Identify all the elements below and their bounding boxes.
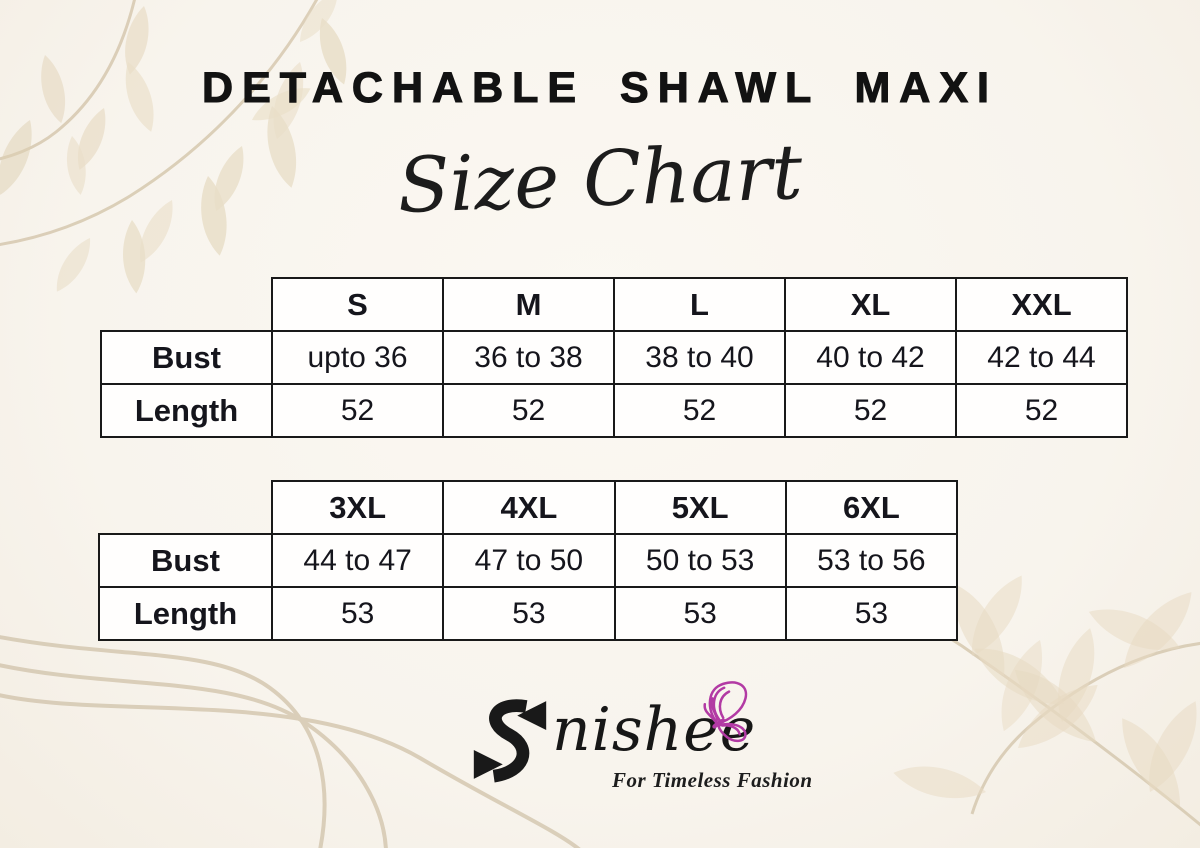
size-column-header: 6XL bbox=[786, 481, 957, 534]
corner-spacer bbox=[101, 278, 272, 331]
header-row bbox=[101, 278, 1127, 331]
size-column-header: 5XL bbox=[615, 481, 786, 534]
size-value-cell: 52 bbox=[272, 384, 443, 437]
corner-spacer bbox=[99, 481, 272, 534]
table-row bbox=[99, 587, 957, 640]
size-column-header: XXL bbox=[956, 278, 1127, 331]
size-column-header: L bbox=[614, 278, 785, 331]
brand-tagline: For Timeless Fashion bbox=[612, 768, 813, 792]
size-value-cell: 52 bbox=[956, 384, 1127, 437]
product-title: DETACHABLE SHAWL MAXI bbox=[202, 64, 998, 112]
size-value-cell: 36 to 38 bbox=[443, 331, 614, 384]
table-row bbox=[99, 534, 957, 587]
size-value-cell: 53 to 56 bbox=[786, 534, 957, 587]
row-label: Length bbox=[101, 384, 272, 437]
size-value-cell: 44 to 47 bbox=[272, 534, 443, 587]
row-label: Bust bbox=[101, 331, 272, 384]
row-label: Length bbox=[99, 587, 272, 640]
size-value-cell: 53 bbox=[786, 587, 957, 640]
size-value-cell: 42 to 44 bbox=[956, 331, 1127, 384]
size-column-header: M bbox=[443, 278, 614, 331]
size-column-header: 4XL bbox=[443, 481, 614, 534]
size-value-cell: upto 36 bbox=[272, 331, 443, 384]
size-value-cell: 52 bbox=[614, 384, 785, 437]
row-label: Bust bbox=[99, 534, 272, 587]
size-chart-heading: Size Chart bbox=[396, 126, 804, 231]
brand-monogram-s-icon bbox=[472, 696, 548, 784]
size-value-cell: 47 to 50 bbox=[443, 534, 614, 587]
brand-name: nishee bbox=[552, 695, 757, 765]
size-value-cell: 53 bbox=[272, 587, 443, 640]
size-value-cell: 40 to 42 bbox=[785, 331, 956, 384]
size-value-cell: 53 bbox=[615, 587, 786, 640]
size-column-header: XL bbox=[785, 278, 956, 331]
size-column-header: 3XL bbox=[272, 481, 443, 534]
size-table-upper bbox=[100, 277, 1128, 438]
size-value-cell: 38 to 40 bbox=[614, 331, 785, 384]
table-row bbox=[101, 384, 1127, 437]
size-column-header: S bbox=[272, 278, 443, 331]
header-row bbox=[99, 481, 957, 534]
size-value-cell: 52 bbox=[785, 384, 956, 437]
size-value-cell: 52 bbox=[443, 384, 614, 437]
size-table-lower bbox=[98, 480, 958, 641]
size-value-cell: 53 bbox=[443, 587, 614, 640]
brand-logo bbox=[472, 686, 812, 798]
table-row bbox=[101, 331, 1127, 384]
butterfly-icon bbox=[698, 678, 760, 744]
size-value-cell: 50 to 53 bbox=[615, 534, 786, 587]
